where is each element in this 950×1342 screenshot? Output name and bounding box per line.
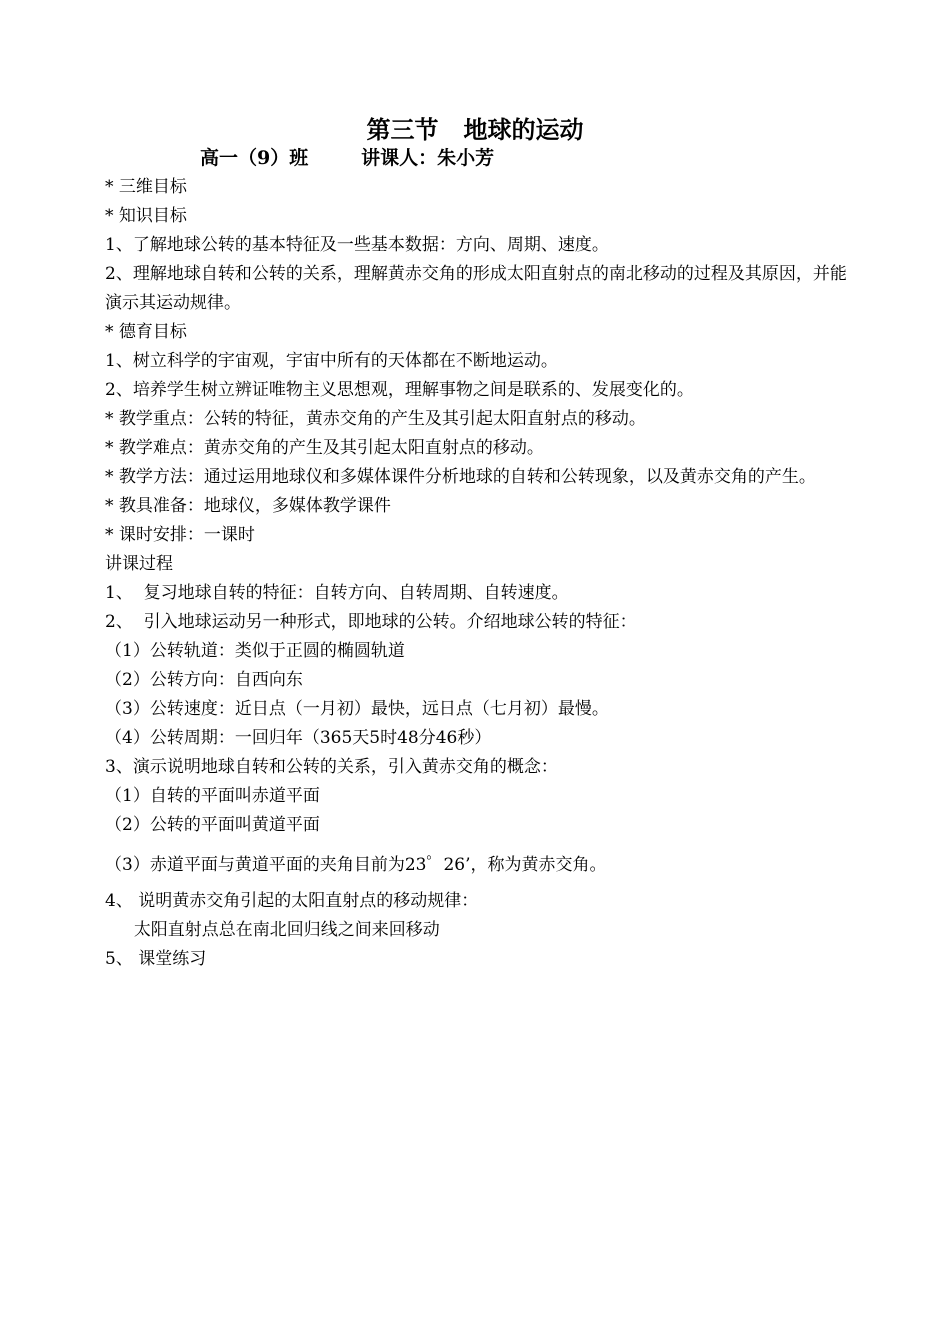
- page-title: 第三节 地球的运动: [366, 115, 584, 144]
- process-step-3: 3、演示说明地球自转和公转的关系，引入黄赤交角的概念：: [105, 757, 558, 777]
- revolution-period: （4）公转周期：一回归年（365天5时48分46秒）: [105, 728, 492, 748]
- revolution-orbit: （1）公转轨道：类似于正圆的椭圆轨道: [105, 641, 405, 661]
- revolution-speed: （3）公转速度：近日点（一月初）最快，远日点（七月初）最慢。: [105, 699, 609, 719]
- process-step-5: 5、 课堂练习: [105, 949, 207, 969]
- process-step-4: 4、 说明黄赤交角引起的太阳直射点的移动规律：: [105, 891, 479, 911]
- revolution-direction: （2）公转方向：自西向东: [105, 670, 303, 690]
- teaching-methods: * 教学方法：通过运用地球仪和多媒体课件分析地球的自转和公转现象，以及黄赤交角的产生。: [105, 467, 816, 487]
- knowledge-goal-2: 2、理解地球自转和公转的关系，理解黄赤交角的形成太阳直射点的南北移动的过程及其原因，并能演示其运动规律。: [105, 264, 847, 313]
- heading-moral-goals: * 德育目标: [105, 322, 187, 342]
- process-step-2: 2、 引入地球运动另一种形式，即地球的公转。介绍地球公转的特征：: [105, 612, 637, 632]
- subsolar-point-rule: 太阳直射点总在南北回归线之间来回移动: [123, 920, 440, 940]
- moral-goal-2: 2、培养学生树立辨证唯物主义思想观，理解事物之间是联系的、发展变化的。: [105, 380, 694, 400]
- obliquity-angle: （3）赤道平面与黄道平面的夹角目前为23゜26’，称为黄赤交角。: [105, 855, 607, 875]
- class-hours: * 课时安排：一课时: [105, 525, 255, 545]
- teaching-difficulties: * 教学难点：黄赤交角的产生及其引起太阳直射点的移动。: [105, 438, 544, 458]
- ecliptic-plane: （2）公转的平面叫黄道平面: [105, 815, 320, 835]
- moral-goal-1: 1、树立科学的宇宙观，宇宙中所有的天体都在不断地运动。: [105, 351, 558, 371]
- teaching-key-points: * 教学重点：公转的特征，黄赤交角的产生及其引起太阳直射点的移动。: [105, 409, 646, 429]
- process-step-1: 1、 复习地球自转的特征：自转方向、自转周期、自转速度。: [105, 583, 569, 603]
- document-body: [105, 173, 850, 974]
- knowledge-goal-1: 1、了解地球公转的基本特征及一些基本数据：方向、周期、速度。: [105, 235, 609, 255]
- teaching-aids: * 教具准备：地球仪，多媒体教学课件: [105, 496, 391, 516]
- class-and-teacher-line: 高一（9）班 讲课人：朱小芳: [200, 147, 495, 169]
- heading-three-dimensional-goals: * 三维目标: [105, 177, 187, 197]
- heading-knowledge-goals: * 知识目标: [105, 206, 187, 226]
- heading-lecture-process: 讲课过程: [105, 554, 173, 574]
- equatorial-plane: （1）自转的平面叫赤道平面: [105, 786, 320, 806]
